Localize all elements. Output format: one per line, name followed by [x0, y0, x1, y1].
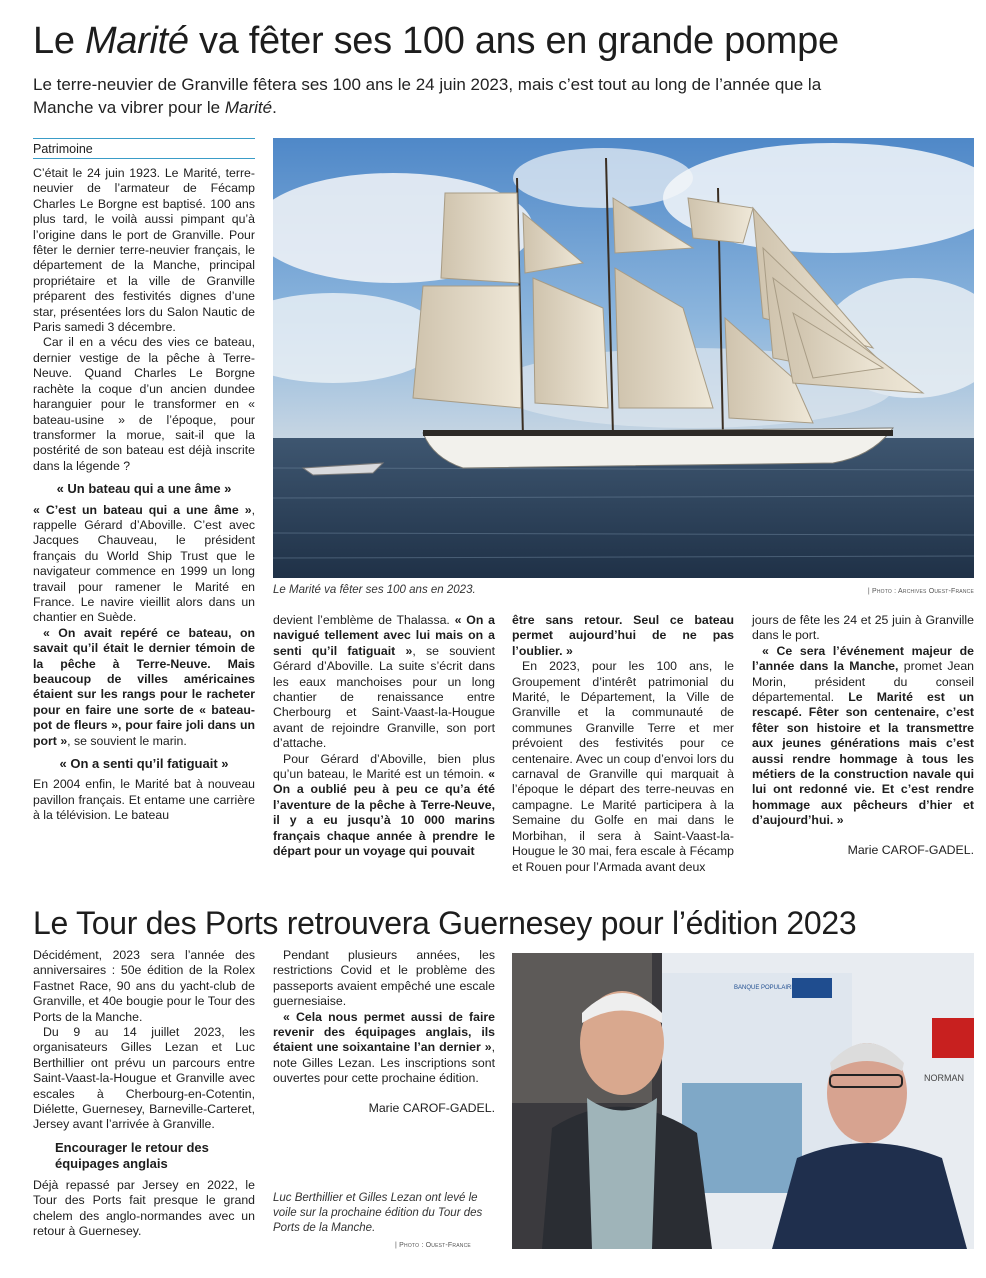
- article2-column-2: [273, 948, 495, 1116]
- paragraph: Pour Gérard d’Aboville, bien plus qu’un bateau, le Marité est un témoin. « On a oublié peu à peu ce qu’a été l’aventure de la pêche à Terre-Neuve, il y a eu jusqu’à 10 000 marins français chaque année à prendre le départ pour un voyage qui pouvait: [273, 751, 495, 859]
- paragraph: Décidément, 2023 sera l’année des anniversaires : 50e édition de la Rolex Fastnet Race, 90 ans du yacht-club de Granville, et 40e bougie pour le Tour des Ports de la Manche.: [33, 948, 255, 1024]
- people-photo-credit: | Photo : Ouest-France: [395, 1242, 471, 1249]
- paragraph: « C’est un bateau qui a une âme », rappelle Gérard d’Aboville. C’est avec Jacques Chauveau, le président français du World Ship Trust que le navigateur commence en 1999 un long travail pour ramener le Marité en France. Le navire vieillit alors dans un chantier en Suède.: [33, 502, 255, 625]
- article1-signature: Marie CAROF-GADEL.: [847, 842, 974, 857]
- paragraph: devient l’emblème de Thalassa. « On a navigué tellement avec lui mais on a senti qu’il fatiguait », se souvient Gérard d’Aboville. La suite s’écrit dans les eaux manchoises pour un long chantier de renaissance entre Cherbourg et Saint-Vaast-la-Hougue avant de rejoindre Granville, son port d’attache.: [273, 613, 495, 751]
- ship-photo-credit: | Photo : Archives Ouest-France: [867, 588, 974, 595]
- paragraph: « Ce sera l’événement majeur de l’année dans la Manche, promet Jean Morin, président du conseil départemental. Le Marité est un rescapé. Fêter son centenaire, c’est fêter son histoire et la transmettre aux jeunes générations mais c’est aussi rendre hommage à tous les métiers de la construction navale qui lui ont redonné vie. Et c’est rendre hommage aux pêcheurs d’hier et d’aujourd’hui. »: [752, 643, 974, 828]
- marite-ship-image: [273, 138, 974, 578]
- paragraph: « Cela nous permet aussi de faire revenir des équipages anglais, ils étaient une soixantaine l’an dernier », note Gilles Lezan. Les inscriptions sont ouvertes pour cette prochaine édition.: [273, 1009, 495, 1086]
- paragraph: En 2023, pour les 100 ans, le Groupement d’intérêt patrimonial du Marité, le Département, la Ville de Granville et la communauté de communes Granville Terre et mer prévoient des festivités pour ce centenaire. Avec un coup d’envoi lors du carnaval de Granville qui marquait à l’époque le départ des terre-neuvas en campagne. Le Marité participera à la Semaine du Golfe en mai dans le Morbihan, il sera à Saint-Vaast-la-Hougue le 30 mai, fera escale à Fécamp et Rouen pour l’Armada avant deux: [512, 659, 734, 874]
- intertitle: « On a senti qu’il fatiguait »: [59, 756, 229, 772]
- people-photo-caption: Luc Berthillier et Gilles Lezan ont levé le voile sur la prochaine édition du Tour des Ports de la Manche.: [273, 1192, 483, 1234]
- article2-signature: Marie CAROF-GADEL.: [368, 1100, 495, 1115]
- paragraph: Déjà repassé par Jersey en 2022, le Tour des Ports fait presque le grand chelem des anglo-normandes avec un retour à Guernesey.: [33, 1177, 255, 1239]
- people-photo: [512, 953, 974, 1249]
- article1-deck: Le terre-neuvier de Granville fêtera ses 100 ans le 24 juin 2023, mais c’est tout au long de l’année que la Manche va vibrer pour le Marité.: [33, 75, 822, 117]
- article1-column-2: [273, 613, 495, 860]
- paragraph: être sans retour. Seul ce bateau permet aujourd’hui de ne pas l’oublier. »: [512, 613, 734, 658]
- paragraph: Car il en a vécu des vies ce bateau, dernier vestige de la pêche à Terre-Neuve. Quand Charles Le Borgne rachète la coque d’un ancien dundee haranguier pour le transformer en « bateau-usine » de l’époque, pour transformer la morue, sait-il que la postérité de son bateau est déjà inscrite dans la légende ?: [33, 335, 255, 473]
- paragraph: Du 9 au 14 juillet 2023, les organisateurs Gilles Lezan et Luc Berthillier ont prévu un parcours entre Saint-Vaast-la-Hougue et Granville avec escales à Cherbourg-en-Cotentin, Diélette, Guernesey, Barneville-Carteret, Jersey avant l’arrivée à Granville.: [33, 1025, 255, 1132]
- paragraph: « On avait repéré ce bateau, on savait qu’il était le dernier témoin de la pêche à Terre-Neuve. Mais beaucoup de villes américaines étaient sur les rangs pour le racheter pour en faire une sorte de « bateau-pot de fleurs », pour faire joli dans un port », se souvient le marin.: [33, 625, 255, 748]
- section-rubric: Patrimoine: [33, 138, 255, 159]
- banner-text: NORMAN: [924, 1073, 964, 1083]
- intertitle: Encourager le retour des équipages anglais: [55, 1139, 209, 1171]
- article2-headline: Le Tour des Ports retrouvera Guernesey pour l’édition 2023: [33, 905, 857, 941]
- intertitle: « Un bateau qui a une âme »: [56, 481, 232, 497]
- organizers-image: [512, 953, 974, 1249]
- article2-column-1: [33, 948, 255, 1240]
- paragraph: jours de fête les 24 et 25 juin à Granville dans le port.: [752, 613, 974, 643]
- paragraph: C’était le 24 juin 1923. Le Marité, terre-neuvier de l’armateur de Fécamp Charles Le Borgne est baptisé. 100 ans plus tard, le voilà aussi pimpant qu’à l’origine dans le port de Granville. Pour fêter le dernier terre-neuvier français, le département de la Manche, principal propriétaire et la ville de Granville préparent des festivités dignes d’une star, présentées lors du Salon Nautic de Paris samedi 3 décembre.: [33, 166, 255, 335]
- article1-headline: Le Marité va fêter ses 100 ans en grande pompe: [33, 20, 839, 62]
- paragraph: En 2004 enfin, le Marité bat à nouveau pavillon français. Et entame une carrière à la télévision. Le bateau: [33, 777, 255, 823]
- paragraph: Pendant plusieurs années, les restrictions Covid et le problème des passeports avaient empêché une escale guernesiaise.: [273, 948, 495, 1009]
- article1-column-4: [752, 613, 974, 858]
- article1-column-3: [512, 613, 734, 875]
- banner-text: BANQUE POPULAIRE: [734, 985, 796, 991]
- article1-column-1: [33, 166, 255, 824]
- ship-photo-caption: Le Marité va fêter ses 100 ans en 2023.: [273, 584, 476, 596]
- ship-photo: [273, 138, 974, 578]
